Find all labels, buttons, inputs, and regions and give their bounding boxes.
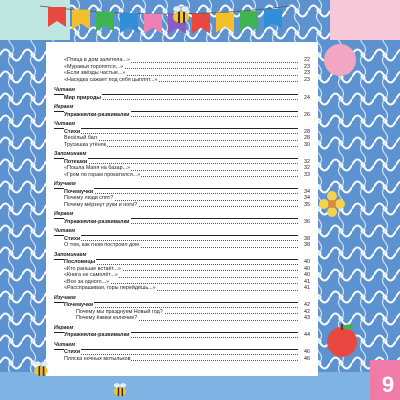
bunting-flag [216,13,234,33]
bunting-flag [144,14,162,34]
toc-page-number: 26 [298,111,310,119]
toc-entry[interactable]: Почему мёрзнут руки и ноги? 35 [64,201,310,208]
toc-entry[interactable]: Почему мы празднуем Новый год? 42 [76,308,310,315]
section-heading: Запоминаем [54,151,310,159]
toc-entry[interactable]: «Книга не самолёт...» 40 [64,272,310,278]
bee-icon [30,358,52,380]
bunting-flag [192,14,210,34]
toc-page-number: 41 [298,284,310,292]
toc-entry[interactable]: Упражнялки-развивалки 36 [64,218,310,225]
section-heading: Играем [54,104,310,112]
pink-balloon-icon [318,40,362,84]
toc-entry[interactable]: «Муравьи торопятся...» 23 [64,63,310,70]
bee-icon [110,380,130,400]
toc-page-number: 28 [298,128,310,136]
bee-icon [168,2,194,28]
toc-entry[interactable]: Почему люди спят? 34 [64,195,310,201]
toc-page-number: 35 [298,201,310,209]
toc-entry[interactable]: Стихи 46 [64,349,310,355]
toc-page-number: 23 [298,76,310,84]
toc-page-number: 23 [298,63,310,71]
toc-page-number: 33 [298,171,310,179]
section-heading: Запоминаем [54,252,310,260]
toc-entry[interactable]: Стихи 38 [64,235,310,242]
toc-page-number: 34 [298,194,310,202]
toc-page-number: 30 [298,141,310,149]
toc-entry[interactable]: «Гром по горам прокатился...» 33 [64,171,310,178]
section-heading: Читаем [54,121,310,129]
apple-icon [322,320,362,360]
toc-page-number: 28 [298,134,310,142]
section-heading: Изучаем [54,181,310,189]
section-heading: Читаем [54,228,310,236]
flower-icon [318,190,346,218]
toc-entry[interactable]: «Все за одного...» 41 [64,278,310,285]
section-heading: Читаем [54,342,310,350]
toc-entry[interactable]: Упражнялки-развивалки 44 [64,332,310,338]
toc-entry[interactable]: О том, как гном построил дом 38 [64,242,310,248]
section-heading: Читаем [54,87,310,95]
section-heading: Играем [54,211,310,219]
toc-entry[interactable]: Мир природы 24 [64,94,310,101]
toc-page-number: 38 [298,241,310,249]
toc-page-number: 46 [298,355,310,363]
toc-entry[interactable]: Упражнялки-развивалки 26 [64,111,310,118]
bunting-flag [264,9,282,29]
toc-entry[interactable]: «Птица в дом залетела...» 22 [64,57,310,63]
toc-page-number: 36 [298,218,310,226]
section-heading: Изучаем [54,295,310,303]
toc-entry[interactable]: «Пошла Маня на базар...» 32 [64,165,310,171]
bunting-flags [40,0,290,48]
toc-entry[interactable]: Трусишка утёнок 30 [64,141,310,148]
toc-page-number: 42 [298,301,310,309]
toc-page-number: 41 [298,278,310,286]
toc-page-number: 46 [298,348,310,356]
toc-page-number: 32 [298,158,310,166]
bunting-flag [120,13,138,33]
section-heading: Играем [54,325,310,333]
toc-entry[interactable]: Почемучки 42 [64,302,310,308]
toc-page [54,50,310,370]
toc-entry[interactable]: Пословицы 40 [64,259,310,265]
toc-entry[interactable]: Стихи 28 [64,128,310,135]
toc-page-number: 40 [298,271,310,279]
toc-entry[interactable]: Пляска ночных мотыльков 46 [64,355,310,362]
page-number: 9 [381,372,395,397]
toc-entry[interactable]: «Наседка сажает под себя цыплят...» 23 [64,76,310,83]
bunting-flag [72,10,90,30]
bunting-flag [240,11,258,31]
toc-page-number: 44 [298,331,310,339]
toc-page-number: 23 [298,69,310,77]
bunting-flag [48,7,66,27]
toc-page-number: 32 [298,164,310,172]
bunting-flag [96,12,114,32]
toc-entry[interactable]: «Кто раньше встаёт...» 40 [64,265,310,272]
toc-page-number: 34 [298,188,310,196]
toc-page-number: 43 [298,314,310,322]
toc-entry[interactable]: «Если звёзды частые...» 23 [64,70,310,76]
toc-entry[interactable]: Весёлый бал 28 [64,135,310,141]
toc-page-number: 40 [298,265,310,273]
toc-entry[interactable]: Почемучки 34 [64,188,310,195]
toc-page-number: 40 [298,258,310,266]
toc-entry[interactable]: Почему ёжики колючие? 43 [76,315,310,321]
toc-entry[interactable]: Потешки 32 [64,158,310,165]
toc-entry[interactable]: «Расспрашивая, горы перейдёшь...» 41 [64,285,310,291]
toc-page-number: 24 [298,94,310,102]
toc-page-number: 38 [298,235,310,243]
toc-page-number: 42 [298,308,310,316]
toc-page-number: 22 [298,56,310,64]
